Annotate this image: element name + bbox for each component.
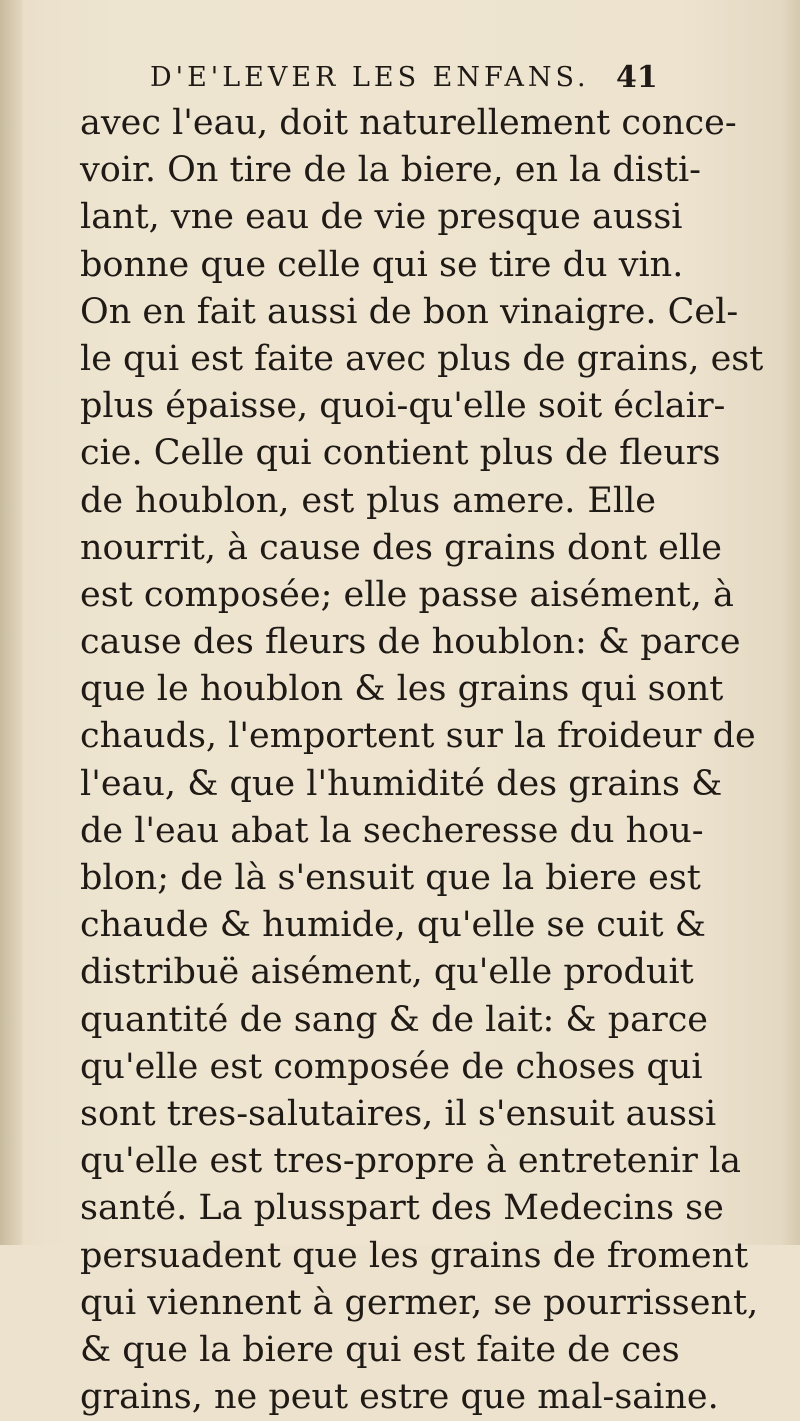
- page-number: 41: [616, 60, 658, 95]
- text-line: cause des fleurs de houblon: & parce: [80, 622, 741, 663]
- text-line: sont tres-salutaires, il s'ensuit aussi: [80, 1093, 717, 1134]
- text-line: lant, vne eau de vie presque aussi: [80, 197, 683, 238]
- text-line: On en fait aussi de bon vinaigre. Cel-: [80, 291, 739, 332]
- text-line: plus épaisse, quoi-qu'elle soit éclair-: [80, 386, 726, 427]
- text-line: nourrit, à cause des grains dont elle: [80, 527, 722, 568]
- text-line: est composée; elle passe aisément, à: [80, 574, 734, 615]
- text-line: que le houblon & les grains qui sont: [80, 669, 724, 710]
- text-line: qu'elle est composée de choses qui: [80, 1046, 703, 1087]
- text-line: l'eau, & que l'humidité des grains &: [80, 763, 723, 804]
- text-line: quantité de sang & de lait: & parce: [80, 999, 709, 1040]
- text-line: blon; de là s'ensuit que la biere est: [80, 858, 701, 898]
- text-line: qui viennent à germer, se pourrissent,: [80, 1282, 759, 1323]
- text-line: le qui est faite avec plus de grains, est: [80, 338, 764, 379]
- running-head: D'E'LEVER LES ENFANS.: [150, 62, 590, 93]
- text-line: chaude & humide, qu'elle se cuit &: [80, 905, 706, 946]
- text-line: distribuë aisément, qu'elle produit: [80, 952, 694, 993]
- text-line: voir. On tire de la biere, en la disti-: [80, 150, 702, 191]
- text-line: grains, ne peut estre que mal-saine.: [80, 1377, 719, 1418]
- text-line: de l'eau abat la secheresse du hou-: [80, 810, 704, 851]
- text-line: cie. Celle qui contient plus de fleurs: [80, 433, 721, 474]
- text-line: & que la biere qui est faite de ces: [80, 1329, 680, 1370]
- page-gutter: [0, 0, 22, 1245]
- text-line: bonne que celle qui se tire du vin.: [80, 244, 684, 285]
- body-text: [80, 100, 764, 1421]
- text-line: qu'elle est tres-propre à entretenir la: [80, 1141, 742, 1182]
- text-line: de houblon, est plus amere. Elle: [80, 480, 656, 521]
- text-line: santé. La plusspart des Medecins se: [80, 1188, 724, 1229]
- text-line: persuadent que les grains de froment: [80, 1235, 749, 1276]
- text-line: avec l'eau, doit naturellement conce-: [80, 103, 737, 143]
- text-line: chauds, l'emportent sur la froideur de: [80, 716, 756, 757]
